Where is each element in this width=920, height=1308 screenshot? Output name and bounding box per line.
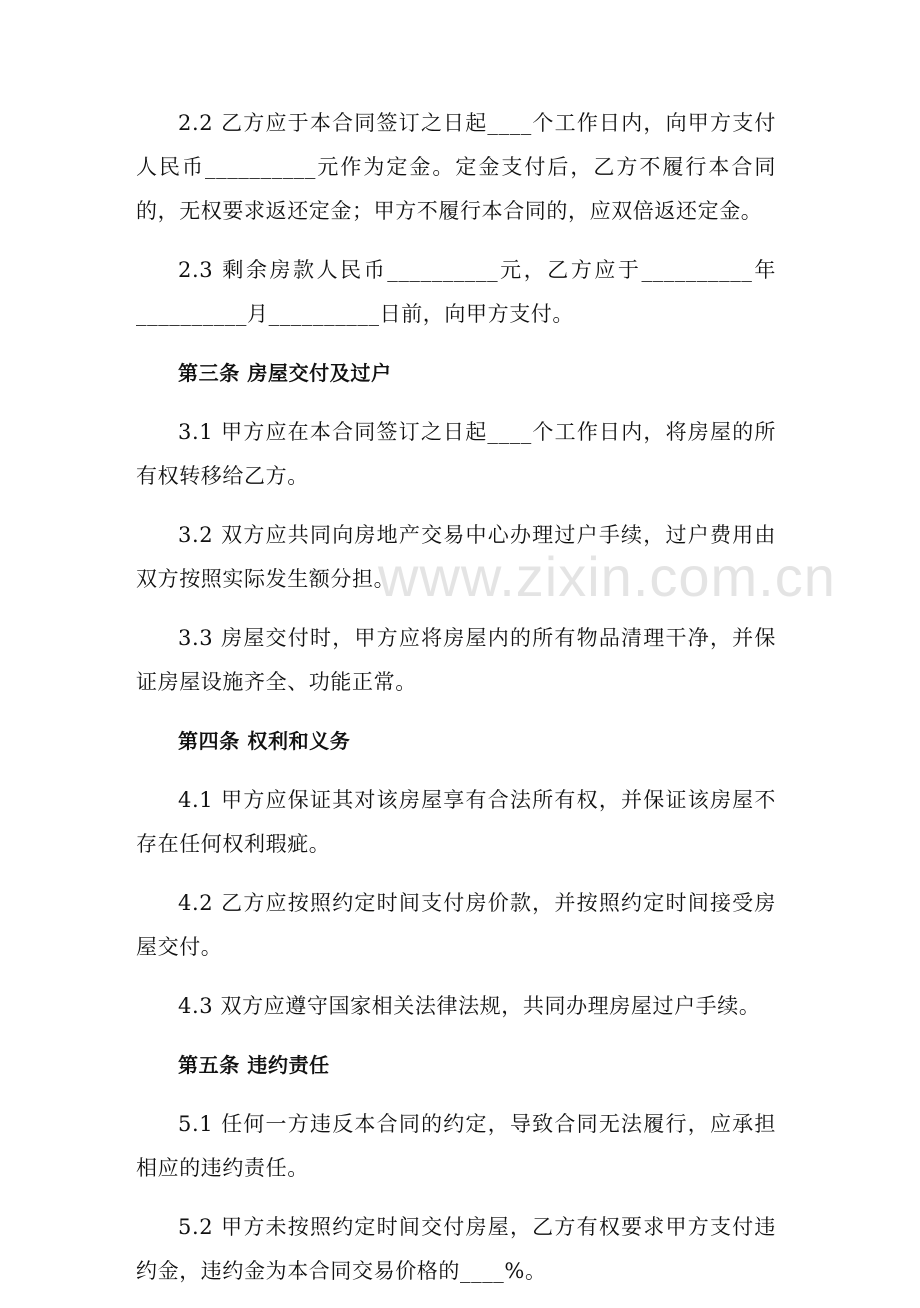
article-3-heading: 第三条 房屋交付及过户	[178, 361, 392, 385]
clause-3-2: 3.2 双方应共同向房地产交易中心办理过户手续，过户费用由双方按照实际发生额分担。	[136, 523, 776, 591]
clause-2-3: 2.3 剩余房款人民币__________元，乙方应于__________年__________月__________日前，向甲方支付。	[136, 258, 776, 326]
clause-5-1: 5.1 任何一方违反本合同的约定，导致合同无法履行，应承担相应的违约责任。	[136, 1112, 776, 1180]
clause-4-3: 4.3 双方应遵守国家相关法律法规，共同办理房屋过户手续。	[178, 994, 761, 1018]
article-4-heading: 第四条 权利和义务	[178, 729, 351, 753]
contract-body	[136, 101, 776, 1308]
clause-4-1: 4.1 甲方应保证其对该房屋享有合法所有权，并保证该房屋不存在任何权利瑕疵。	[136, 788, 776, 856]
clause-3-1: 3.1 甲方应在本合同签订之日起____个工作日内，将房屋的所有权转移给乙方。	[136, 420, 776, 488]
watermark: www.zixin.com.cn	[378, 545, 836, 608]
article-5-heading: 第五条 违约责任	[178, 1053, 330, 1077]
clause-4-2: 4.2 乙方应按照约定时间支付房价款，并按照约定时间接受房屋交付。	[136, 891, 776, 959]
clause-5-2: 5.2 甲方未按照约定时间交付房屋，乙方有权要求甲方支付违约金，违约金为本合同交易价格的____%。	[136, 1215, 776, 1283]
clause-2-2: 2.2 乙方应于本合同签订之日起____个工作日内，向甲方支付人民币__________元作为定金。定金支付后，乙方不履行本合同的，无权要求返还定金；甲方不履行本合同的，应双倍返还定金。	[136, 111, 776, 223]
clause-3-3: 3.3 房屋交付时，甲方应将房屋内的所有物品清理干净，并保证房屋设施齐全、功能正常。	[136, 626, 776, 694]
